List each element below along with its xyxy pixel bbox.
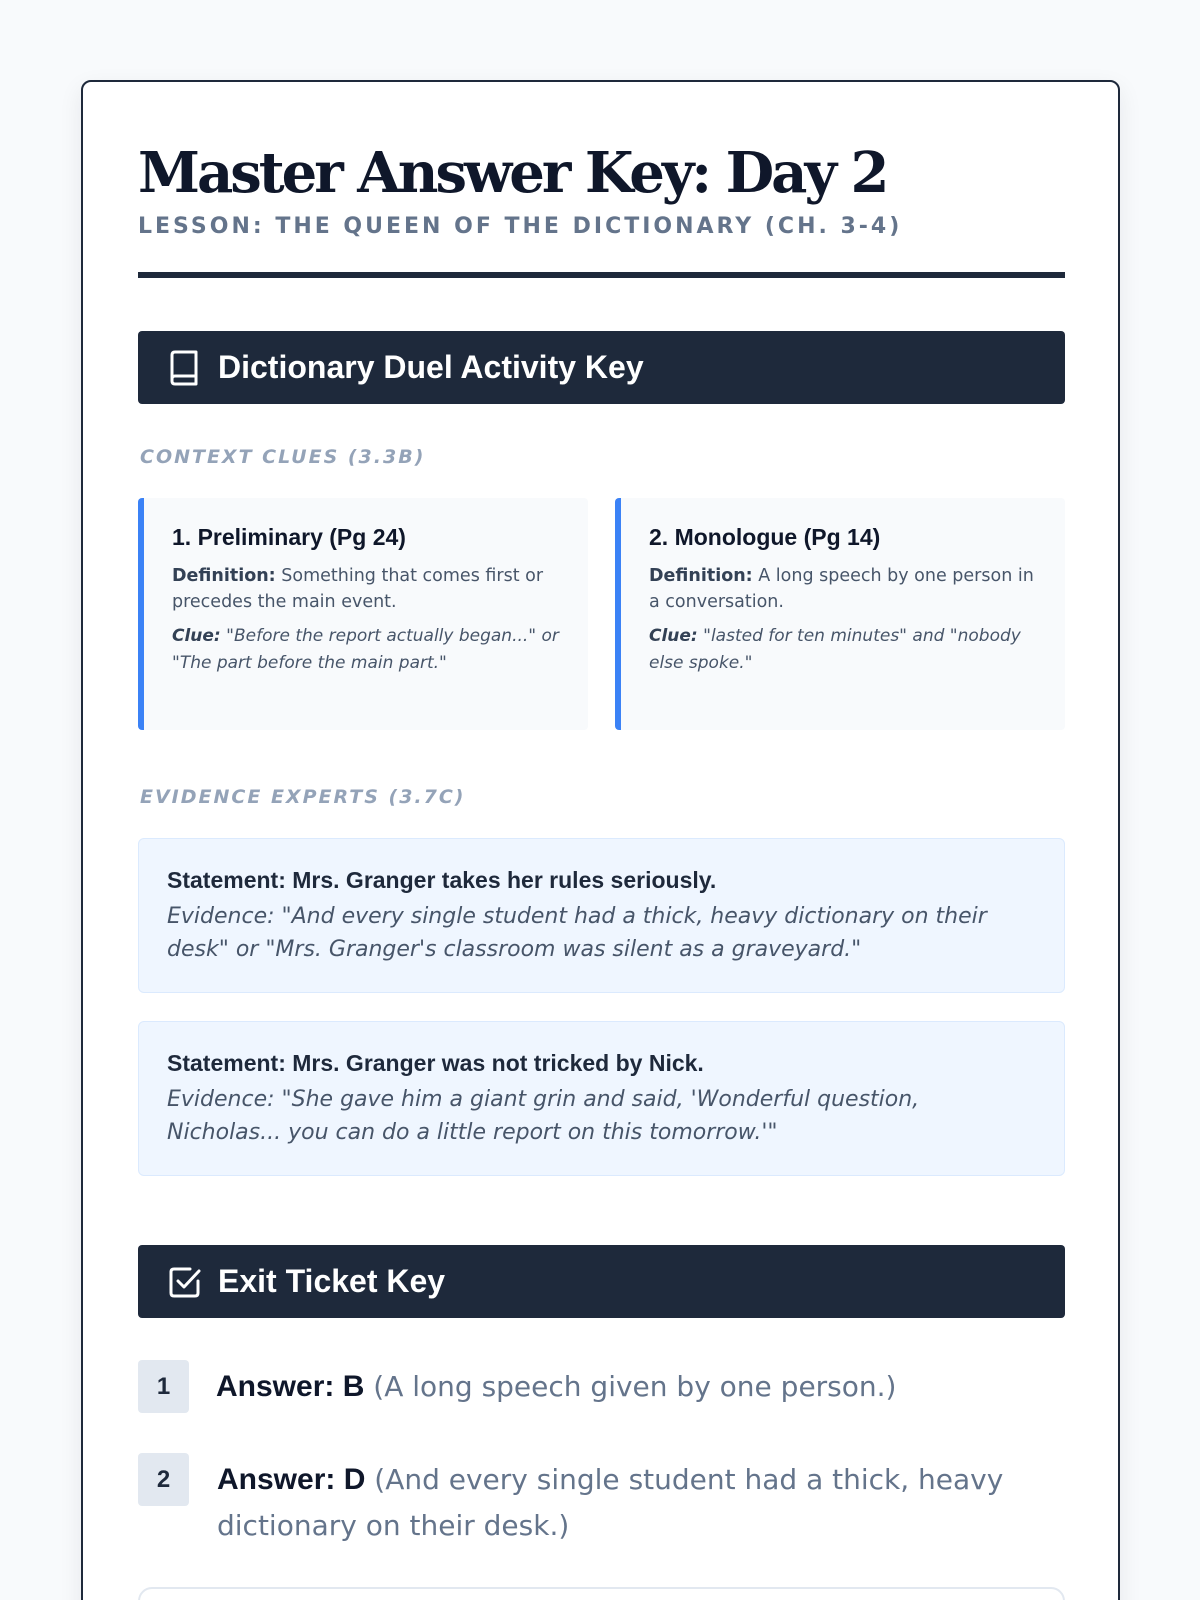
book-icon [168, 349, 202, 387]
answer-explanation: (A long speech given by one person.) [373, 1370, 897, 1403]
clue-text: "lasted for ten minutes" and "nobody else spoke." [649, 626, 1021, 673]
clue-card-title: 2. Monologue (Pg 14) [649, 524, 881, 550]
evidence-statement: Statement: Mrs. Granger was not tricked by Nick. [167, 1050, 704, 1076]
answer-choice: Answer: D [217, 1463, 366, 1496]
definition-text: A long speech by one person in a conversation. [649, 566, 1034, 612]
answer-row [138, 1360, 1065, 1413]
clue-card-definition [649, 563, 1037, 615]
clue-card-clue [649, 623, 1037, 677]
evidence-text: Evidence: "And every single student had a thick, heavy dictionary on their desk" or "Mrs. Granger's classroom was silent as a graveyard." [167, 904, 987, 962]
answer-choice: Answer: B [216, 1370, 365, 1403]
answer-number-badge: 2 [138, 1453, 189, 1506]
answer-text [216, 1360, 896, 1410]
exit-ticket-heading: Exit Ticket Key [218, 1263, 446, 1299]
clue-card-definition [172, 563, 560, 615]
evidence-experts-label: EVIDENCE EXPERTS (3.7C) [140, 786, 466, 808]
clue-card-clue [172, 623, 560, 677]
answer-key-card [81, 80, 1120, 1600]
evidence-box [138, 838, 1065, 993]
clue-card-preliminary [138, 498, 588, 730]
answer-explanation: (And every single student had a thick, heavy dictionary on their desk.) [217, 1463, 1004, 1542]
next-section-card [138, 1587, 1065, 1600]
evidence-statement: Statement: Mrs. Granger takes her rules seriously. [167, 867, 717, 893]
clue-card-monologue [615, 498, 1065, 730]
evidence-box [138, 1021, 1065, 1176]
answer-text [217, 1453, 1065, 1549]
dictionary-duel-heading: Dictionary Duel Activity Key [218, 349, 644, 385]
clue-text: "Before the report actually began..." or "The part before the main part." [172, 626, 559, 673]
clue-label: Clue: [649, 626, 698, 646]
context-clues-label: CONTEXT CLUES (3.3B) [140, 446, 426, 468]
dictionary-duel-header [138, 331, 1065, 404]
answer-row [138, 1453, 1065, 1549]
evidence-text: Evidence: "She gave him a giant grin and said, 'Wonderful question, Nicholas... you can do a little report on this tomorrow.'" [167, 1087, 920, 1145]
definition-label: Definition: [649, 566, 753, 586]
clue-card-title: 1. Preliminary (Pg 24) [172, 524, 406, 550]
exit-ticket-header [138, 1245, 1065, 1318]
definition-text: Something that comes first or precedes the main event. [172, 566, 544, 612]
lesson-subtitle: LESSON: THE QUEEN OF THE DICTIONARY (CH. 3-4) [138, 214, 903, 239]
clue-label: Clue: [172, 626, 221, 646]
checkbox-icon [168, 1263, 202, 1301]
definition-label: Definition: [172, 566, 276, 586]
title-divider [138, 272, 1065, 278]
page-title: Master Answer Key: Day 2 [138, 140, 887, 206]
answer-number-badge: 1 [138, 1360, 189, 1413]
